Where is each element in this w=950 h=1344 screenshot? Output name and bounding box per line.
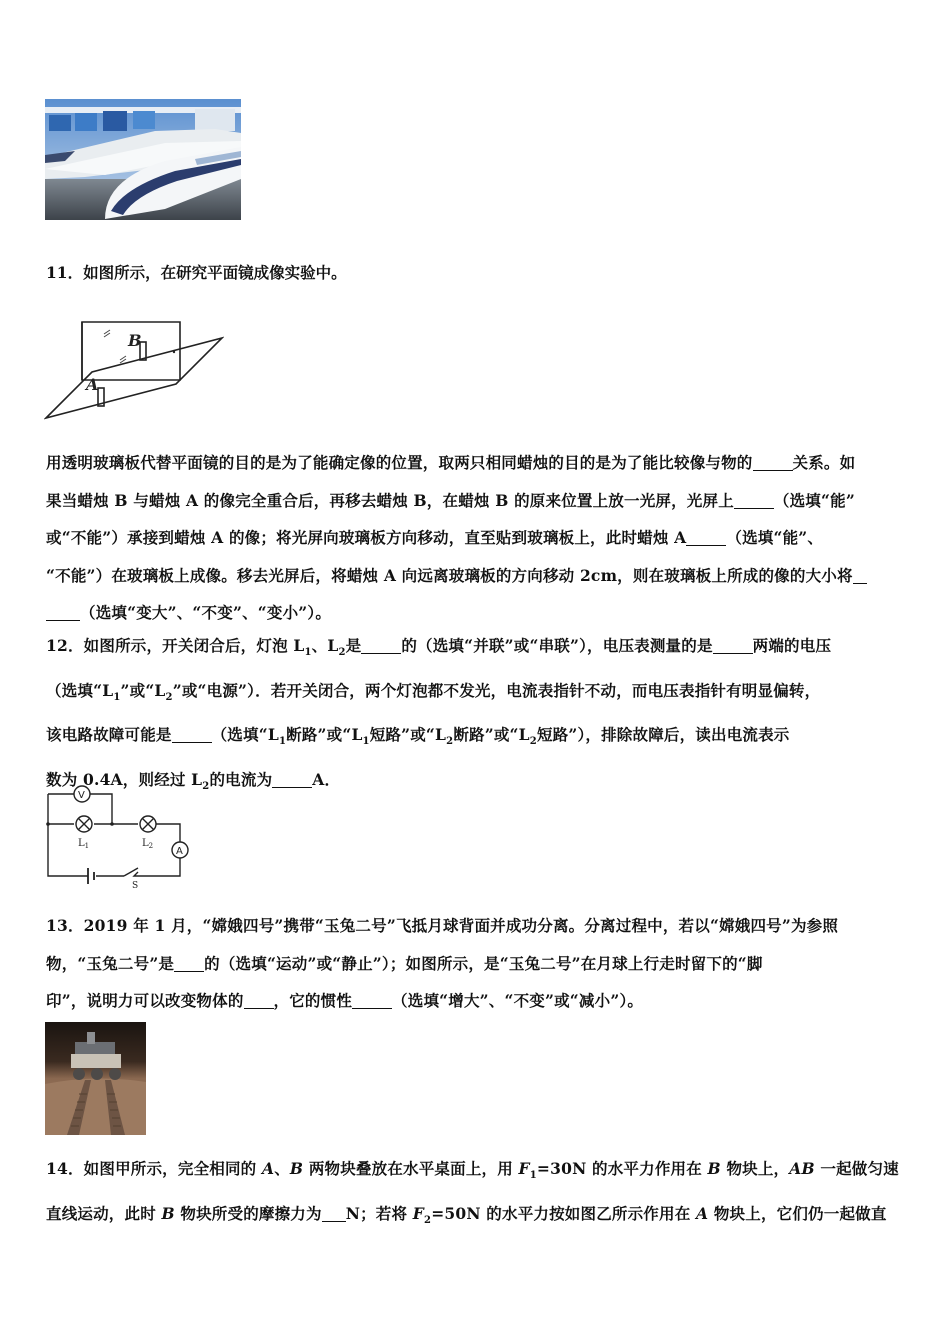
q12-text: 数为 0.4A，则经过 L xyxy=(46,769,203,789)
subscript: 2 xyxy=(165,691,173,703)
lamp1-label: $L_1$ xyxy=(78,838,90,850)
q12-text: 的电流为 xyxy=(209,769,273,789)
subscript: 2 xyxy=(338,647,346,659)
subscript: 1 xyxy=(529,1170,537,1182)
answer-blank[interactable] xyxy=(172,727,212,744)
q14-var: B xyxy=(161,1203,175,1223)
voltmeter-label: V xyxy=(78,790,85,801)
q12-text: ”或“L xyxy=(120,680,166,700)
q14-text: =50N 的水平力按如图乙所示作用在 xyxy=(431,1203,697,1223)
answer-blank[interactable] xyxy=(713,638,753,655)
q13-text: 物，“玉兔二号”是 xyxy=(46,953,175,973)
subscript: 2 xyxy=(446,736,454,748)
circuit-diagram xyxy=(44,782,192,890)
q12-text: 断路”或“L xyxy=(453,725,530,745)
rover-photo xyxy=(45,1022,146,1135)
subscript: 2 xyxy=(202,780,210,792)
answer-blank[interactable] xyxy=(322,1205,346,1222)
answer-blank[interactable] xyxy=(853,567,867,584)
q14-text: N；若将 xyxy=(345,1203,413,1223)
q14-var: A xyxy=(261,1159,275,1178)
subscript: 2 xyxy=(424,1214,432,1226)
q14-text: 一起做匀速 xyxy=(814,1159,899,1178)
switch-label: S xyxy=(132,881,139,890)
answer-blank[interactable] xyxy=(686,530,726,547)
question-11 xyxy=(46,444,906,632)
q13-text: 的（选填“运动”或“静止”）；如图所示，是“玉兔二号”在月球上行走时留下的“脚 xyxy=(204,953,763,973)
q11-text: （选填“能” xyxy=(773,490,855,510)
q14-var: AB xyxy=(789,1159,815,1178)
q11-title: 11．如图所示，在研究平面镜成像实验中。 xyxy=(46,263,347,282)
ammeter-label: A xyxy=(176,846,183,857)
q11-text: 用透明玻璃板代替平面镜的目的是为了能确定像的位置，取两只相同蜡烛的目的是为了能比较像与物的 xyxy=(46,453,753,472)
lamp2-label: $L_2$ xyxy=(142,838,154,850)
q12-text: 断路”或“L xyxy=(286,725,363,745)
q14-text: =30N 的水平力作用在 xyxy=(536,1159,708,1178)
answer-blank[interactable] xyxy=(734,492,774,509)
q13-text: 13．2019 年 1 月，“嫦娥四号”携带“玉兔二号”飞抵月球背面并成功分离。分离过程中，若以“嫦娥四号”为参照 xyxy=(46,916,839,935)
question-13 xyxy=(46,907,906,1020)
q11-text: 关系。如 xyxy=(792,453,856,472)
q12-text: 12．如图所示，开关闭合后，灯泡 L xyxy=(46,636,305,655)
q12-text: 、L xyxy=(311,636,339,655)
q14-text: 两物块叠放在水平桌面上，用 xyxy=(303,1159,519,1178)
q14-text: 14．如图甲所示，完全相同的 xyxy=(46,1159,262,1178)
question-12 xyxy=(46,627,906,805)
q13-text: 印”，说明力可以改变物体的 xyxy=(46,991,244,1010)
q14-text: 物块上，它们仍一起做直 xyxy=(708,1203,887,1223)
subscript: 1 xyxy=(113,691,121,703)
q14-var: F xyxy=(412,1203,425,1223)
q11-text: 或“不能”）承接到蜡烛 A 的像；将光屏向玻璃板方向移动，直至贴到玻璃板上，此时蜡烛 A xyxy=(46,528,687,547)
answer-blank[interactable] xyxy=(174,955,204,972)
q14-var: B xyxy=(707,1159,721,1178)
subscript: 1 xyxy=(278,736,287,748)
q11-text: “不能”）在玻璃板上成像。移去光屏后，将蜡烛 A 向远离玻璃板的方向移动 2cm，则在玻璃板上所成的像的大小将 xyxy=(46,565,853,585)
q14-text: 直线运动，此时 xyxy=(46,1203,162,1223)
q12-text: （选填“L xyxy=(46,680,114,700)
label-a: A xyxy=(86,375,99,394)
q11-text: （选填“变大”、“不变”、“变小”）。 xyxy=(80,603,332,622)
q13-text: ，它的惯性 xyxy=(273,991,353,1010)
subscript: 1 xyxy=(362,736,370,748)
label-b: B xyxy=(128,331,142,350)
answer-blank[interactable] xyxy=(753,455,793,472)
answer-blank[interactable] xyxy=(244,993,274,1010)
answer-blank[interactable] xyxy=(272,771,312,788)
q14-text: 、 xyxy=(274,1159,290,1178)
question-14 xyxy=(46,1150,906,1239)
plane-mirror-diagram xyxy=(44,318,224,422)
q14-text: 物块所受的摩擦力为 xyxy=(174,1203,322,1223)
q14-text: 物块上， xyxy=(720,1159,790,1178)
q11-text: 果当蜡烛 B 与蜡烛 A 的像完全重合后，再移去蜡烛 B，在蜡烛 B 的原来位置上放一光屏，光屏上 xyxy=(46,490,734,510)
answer-blank[interactable] xyxy=(46,605,80,622)
q12-text: 短路”或“L xyxy=(369,725,447,745)
q14-var: F xyxy=(518,1159,530,1178)
q12-text: 两端的电压 xyxy=(752,636,832,655)
q13-text: （选填“增大”、“不变”或“减小”）。 xyxy=(392,991,644,1010)
answer-blank[interactable] xyxy=(361,638,401,655)
q12-text: 是 xyxy=(345,636,362,655)
q12-text: 的（选填“并联”或“串联”），电压表测量的是 xyxy=(401,636,713,655)
q14-var: B xyxy=(289,1159,304,1178)
q12-text: （选填“L xyxy=(211,725,279,745)
answer-blank[interactable] xyxy=(352,993,392,1010)
subscript: 2 xyxy=(529,736,537,748)
q14-var: A xyxy=(696,1203,709,1223)
q12-text: 该电路故障可能是 xyxy=(46,725,172,745)
q12-text: 短路”），排除故障后，读出电流表示 xyxy=(536,725,790,745)
subscript: 1 xyxy=(304,647,312,659)
train-photo xyxy=(45,99,241,220)
q12-text: ”或“电源”）．若开关闭合，两个灯泡都不发光，电流表指针不动，而电压表指针有明显偏转， xyxy=(172,680,821,700)
q12-text: A． xyxy=(312,769,341,789)
q11-text: （选填“能”、 xyxy=(726,528,824,547)
